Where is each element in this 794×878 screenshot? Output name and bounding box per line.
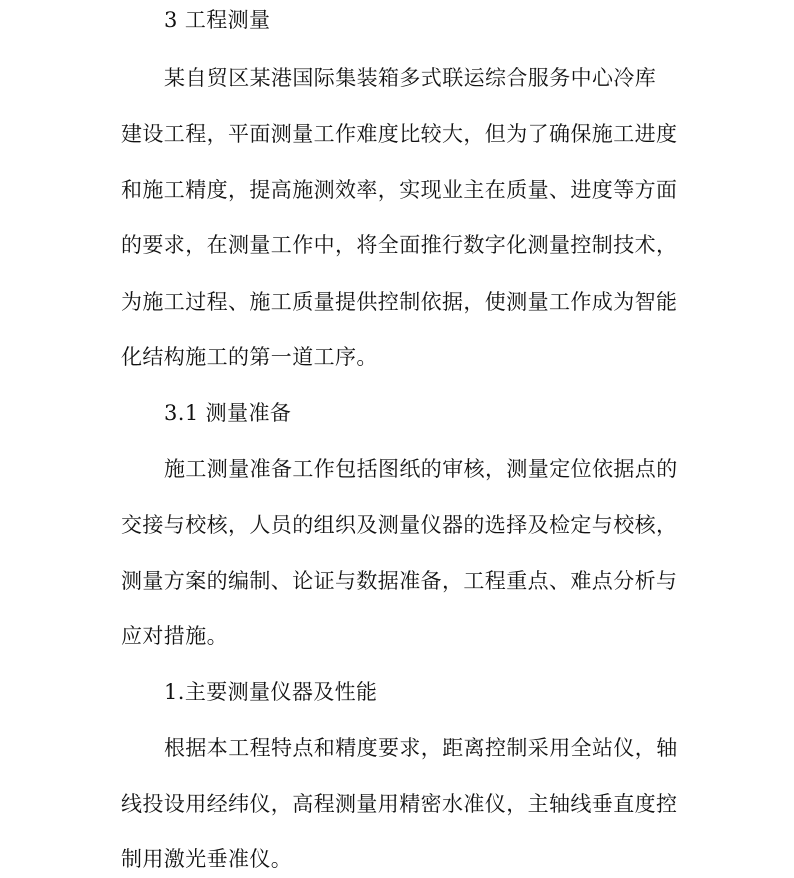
section-heading: 3 工程测量 xyxy=(164,8,271,32)
paragraph-line: 制用激光垂准仪。 xyxy=(121,847,293,871)
paragraph-line: 测量方案的编制、论证与数据准备，工程重点、难点分析与 xyxy=(121,569,678,593)
paragraph-line: 应对措施。 xyxy=(121,624,228,648)
item-heading: 1.主要测量仪器及性能 xyxy=(164,680,378,704)
paragraph-line: 线投设用经纬仪，高程测量用精密水准仪，主轴线垂直度控 xyxy=(121,792,678,816)
paragraph-line: 建设工程，平面测量工作难度比较大，但为了确保施工进度 xyxy=(121,122,678,146)
paragraph-line: 化结构施工的第一道工序。 xyxy=(121,345,378,369)
paragraph-line: 为施工过程、施工质量提供控制依据，使测量工作成为智能 xyxy=(121,290,678,314)
paragraph-line: 施工测量准备工作包括图纸的审核，测量定位依据点的 xyxy=(164,457,678,481)
paragraph-line: 和施工精度，提高施测效率，实现业主在质量、进度等方面 xyxy=(121,178,678,202)
paragraph-line: 某自贸区某港国际集装箱多式联运综合服务中心冷库 xyxy=(164,66,657,90)
paragraph-line: 的要求，在测量工作中，将全面推行数字化测量控制技术， xyxy=(121,233,678,257)
paragraph-line: 交接与校核，人员的组织及测量仪器的选择及检定与校核， xyxy=(121,513,678,537)
subsection-heading: 3.1 测量准备 xyxy=(164,401,292,425)
paragraph-line: 根据本工程特点和精度要求，距离控制采用全站仪，轴 xyxy=(164,736,678,760)
